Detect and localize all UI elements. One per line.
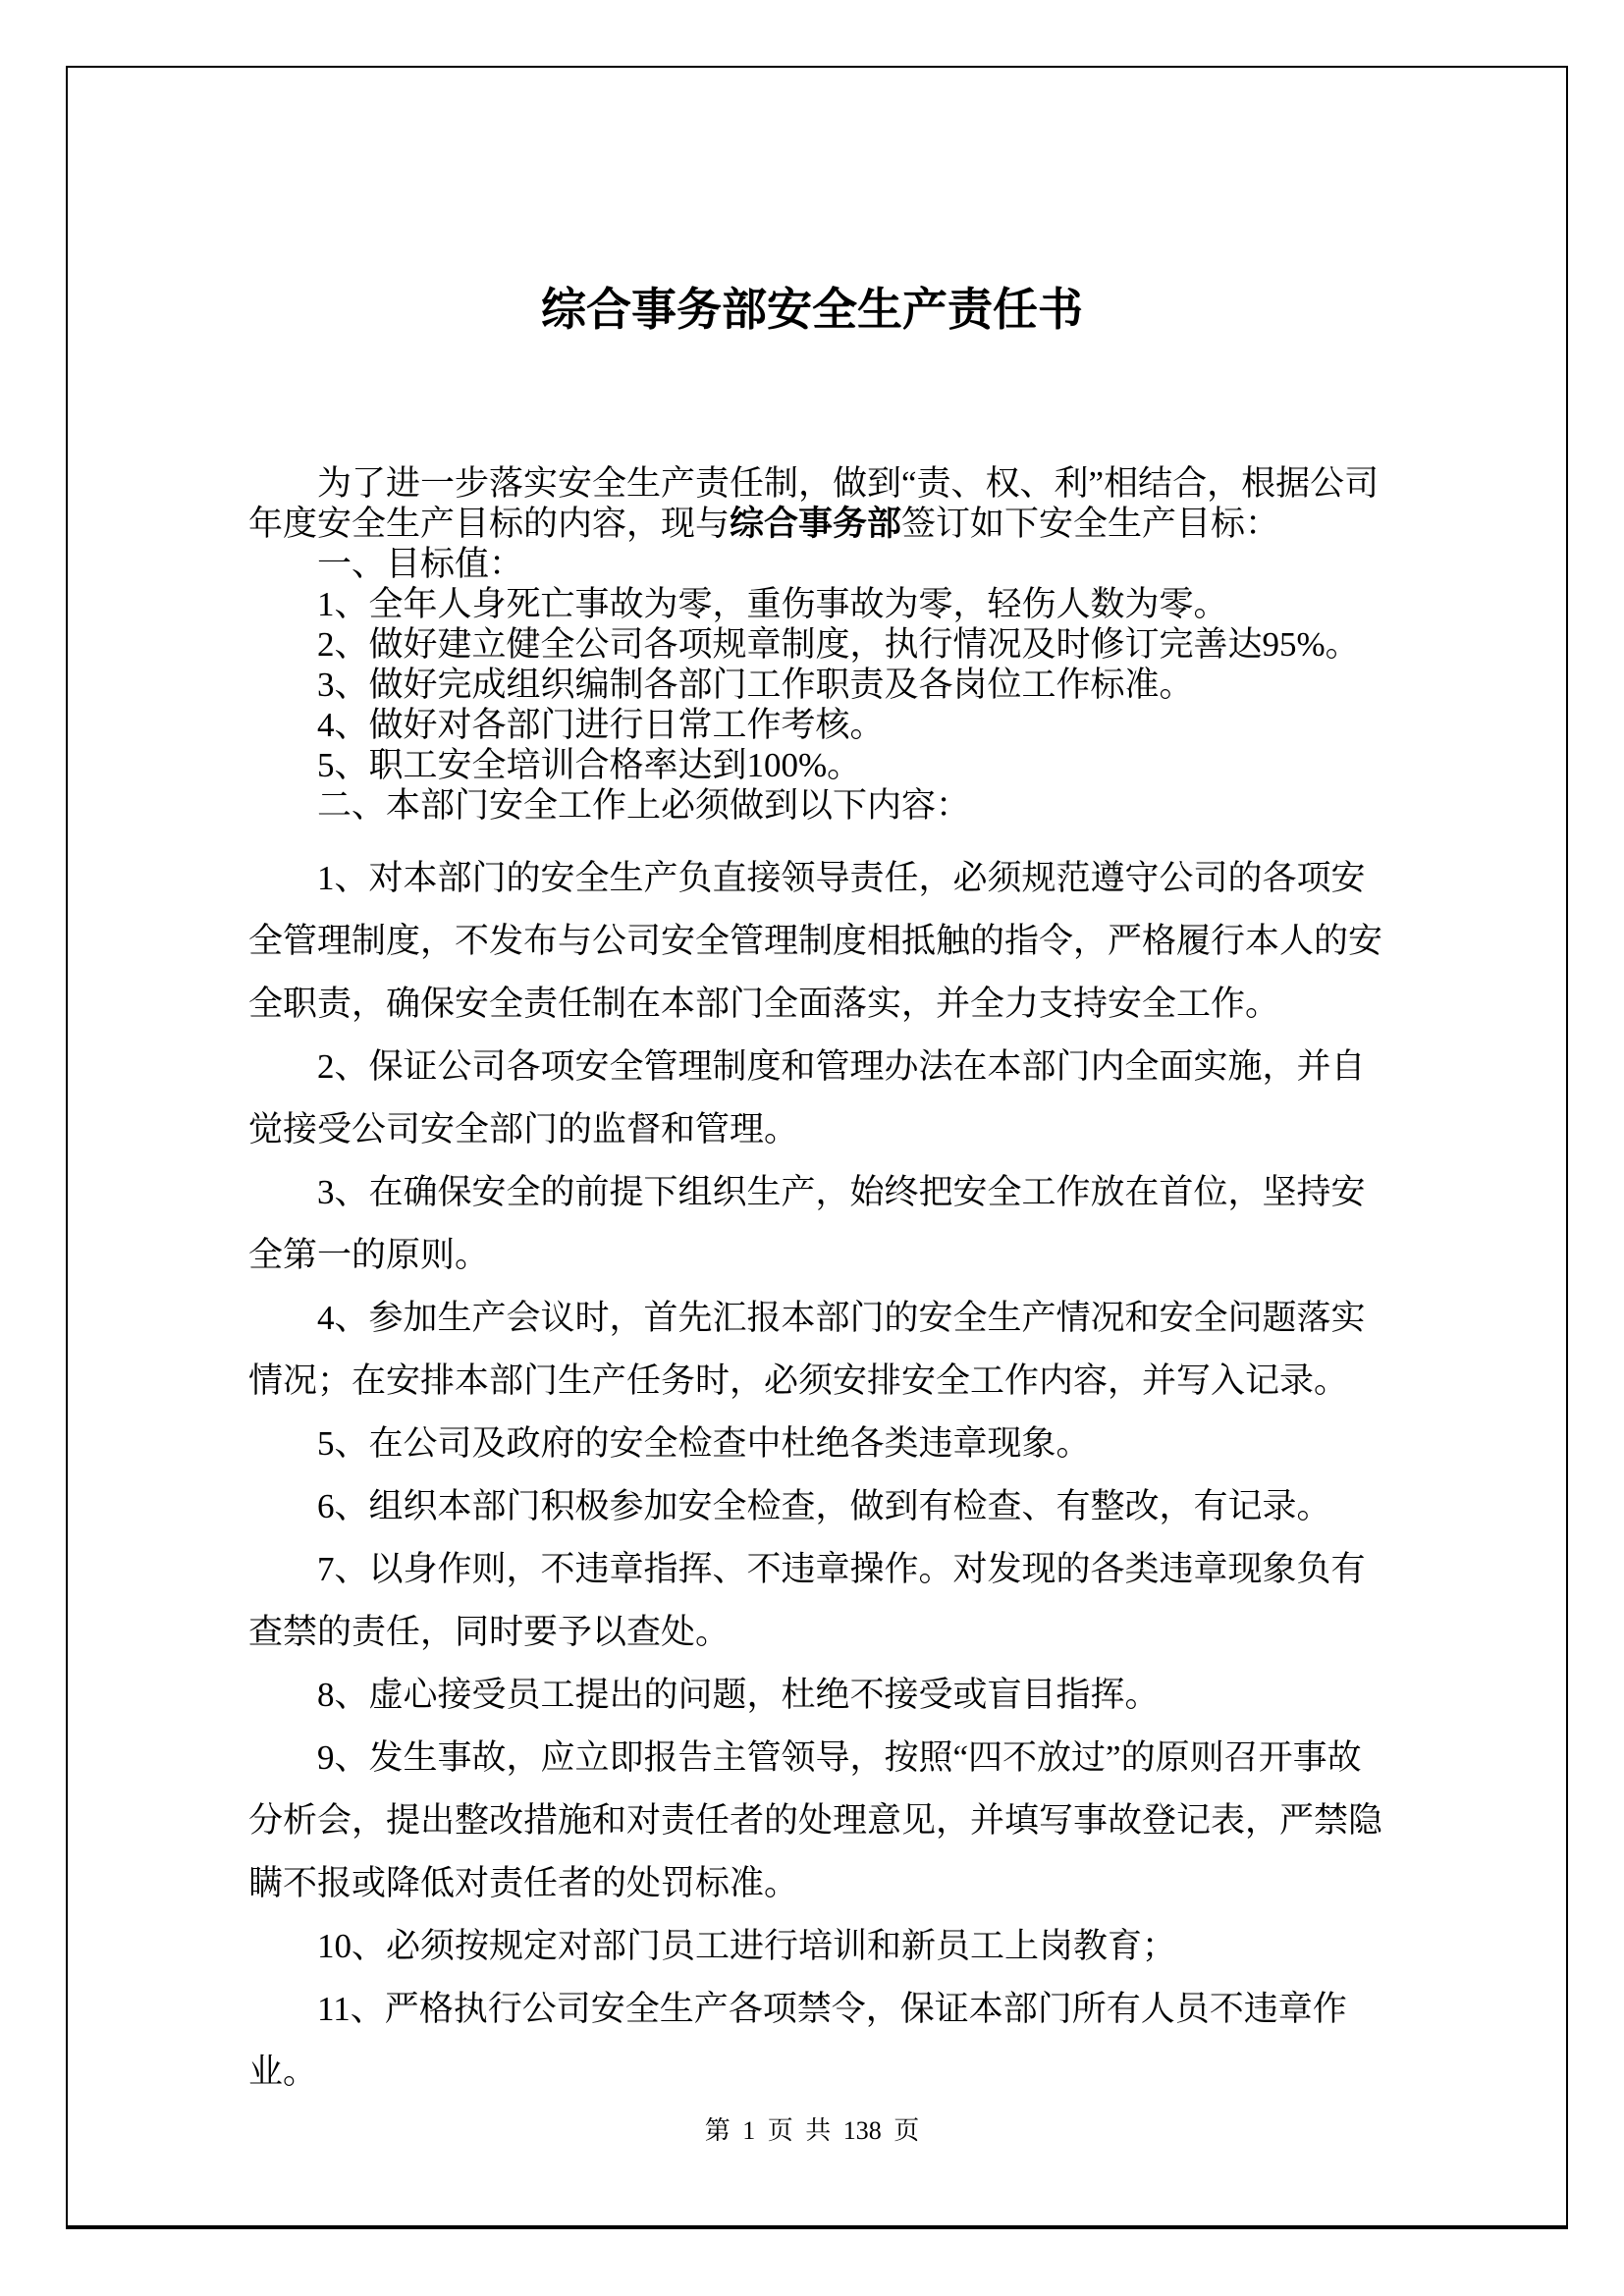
goal-item: 4、做好对各部门进行日常工作考核。: [317, 706, 885, 744]
duty-item: 5、在公司及政府的安全检查中杜绝各类违章现象。: [317, 1424, 1091, 1463]
goal-item: 5、职工安全培训合格率达到100%。: [317, 746, 862, 784]
intro-text-end: 签订如下安全生产目标：: [901, 505, 1280, 543]
duties-section: [248, 847, 1382, 2104]
department-name: 综合事务部: [730, 505, 902, 543]
duty-item: 4、参加生产会议时，首先汇报本部门的安全生产情况和安全问题落实情况；在安排本部门生产任务时，必须安排安全工作内容，并写入记录。: [248, 1299, 1366, 1400]
duty-item: 6、组织本部门积极参加安全检查，做到有检查、有整改，有记录。: [317, 1487, 1331, 1525]
section-heading: 一、目标值：: [317, 545, 524, 583]
page-number: 第 1 页 共 138 页: [704, 2116, 920, 2145]
document-title: 综合事务部安全生产责任书: [541, 285, 1083, 335]
duty-item: 3、在确保安全的前提下组织生产，始终把安全工作放在首位，坚持安全第一的原则。: [248, 1173, 1366, 1274]
section-heading: 二、本部门安全工作上必须做到以下内容：: [317, 786, 971, 825]
duty-item: 10、必须按规定对部门员工进行培训和新员工上岗教育；: [317, 1927, 1177, 1965]
goal-item: 1、全年人身死亡事故为零，重伤事故为零，轻伤人数为零。: [317, 585, 1228, 623]
duty-item: 1、对本部门的安全生产负直接领导责任，必须规范遵守公司的各项安全管理制度，不发布与公司安全管理制度相抵触的指令，严格履行本人的安全职责，确保安全责任制在本部门全面落实，并全力支持安全工作。: [248, 859, 1383, 1023]
intro-paragraph: [248, 463, 1382, 544]
duty-item: 2、保证公司各项安全管理制度和管理办法在本部门内全面实施，并自觉接受公司安全部门的监督和管理。: [248, 1047, 1366, 1148]
duty-item: 8、虚心接受员工提出的问题，杜绝不接受或盲目指挥。: [317, 1676, 1160, 1714]
goal-item: 3、做好完成组织编制各部门工作职责及各岗位工作标准。: [317, 666, 1194, 704]
duty-item: 9、发生事故，应立即报告主管领导，按照“四不放过”的原则召开事故分析会，提出整改措施和对责任者的处理意见，并填写事故登记表，严禁隐瞒不报或降低对责任者的处罚标准。: [248, 1738, 1383, 1902]
duty-item: 11、严格执行公司安全生产各项禁令，保证本部门所有人员不违章作业。: [248, 1990, 1347, 2091]
intro: [248, 463, 1382, 544]
intro-text: 为了进一步落实安全生产责任制，做到“责、权、利”相结合，根据公司年度安全生产目标的内容，现与: [248, 464, 1380, 543]
goals-section: [248, 544, 1382, 826]
document-body: [248, 463, 1382, 2104]
duty-item: 7、以身作则，不违章指挥、不违章操作。对发现的各类违章现象负有查禁的责任，同时要予以查处。: [248, 1550, 1366, 1651]
goal-item: 2、做好建立健全公司各项规章制度，执行情况及时修订完善达95%。: [317, 625, 1360, 664]
